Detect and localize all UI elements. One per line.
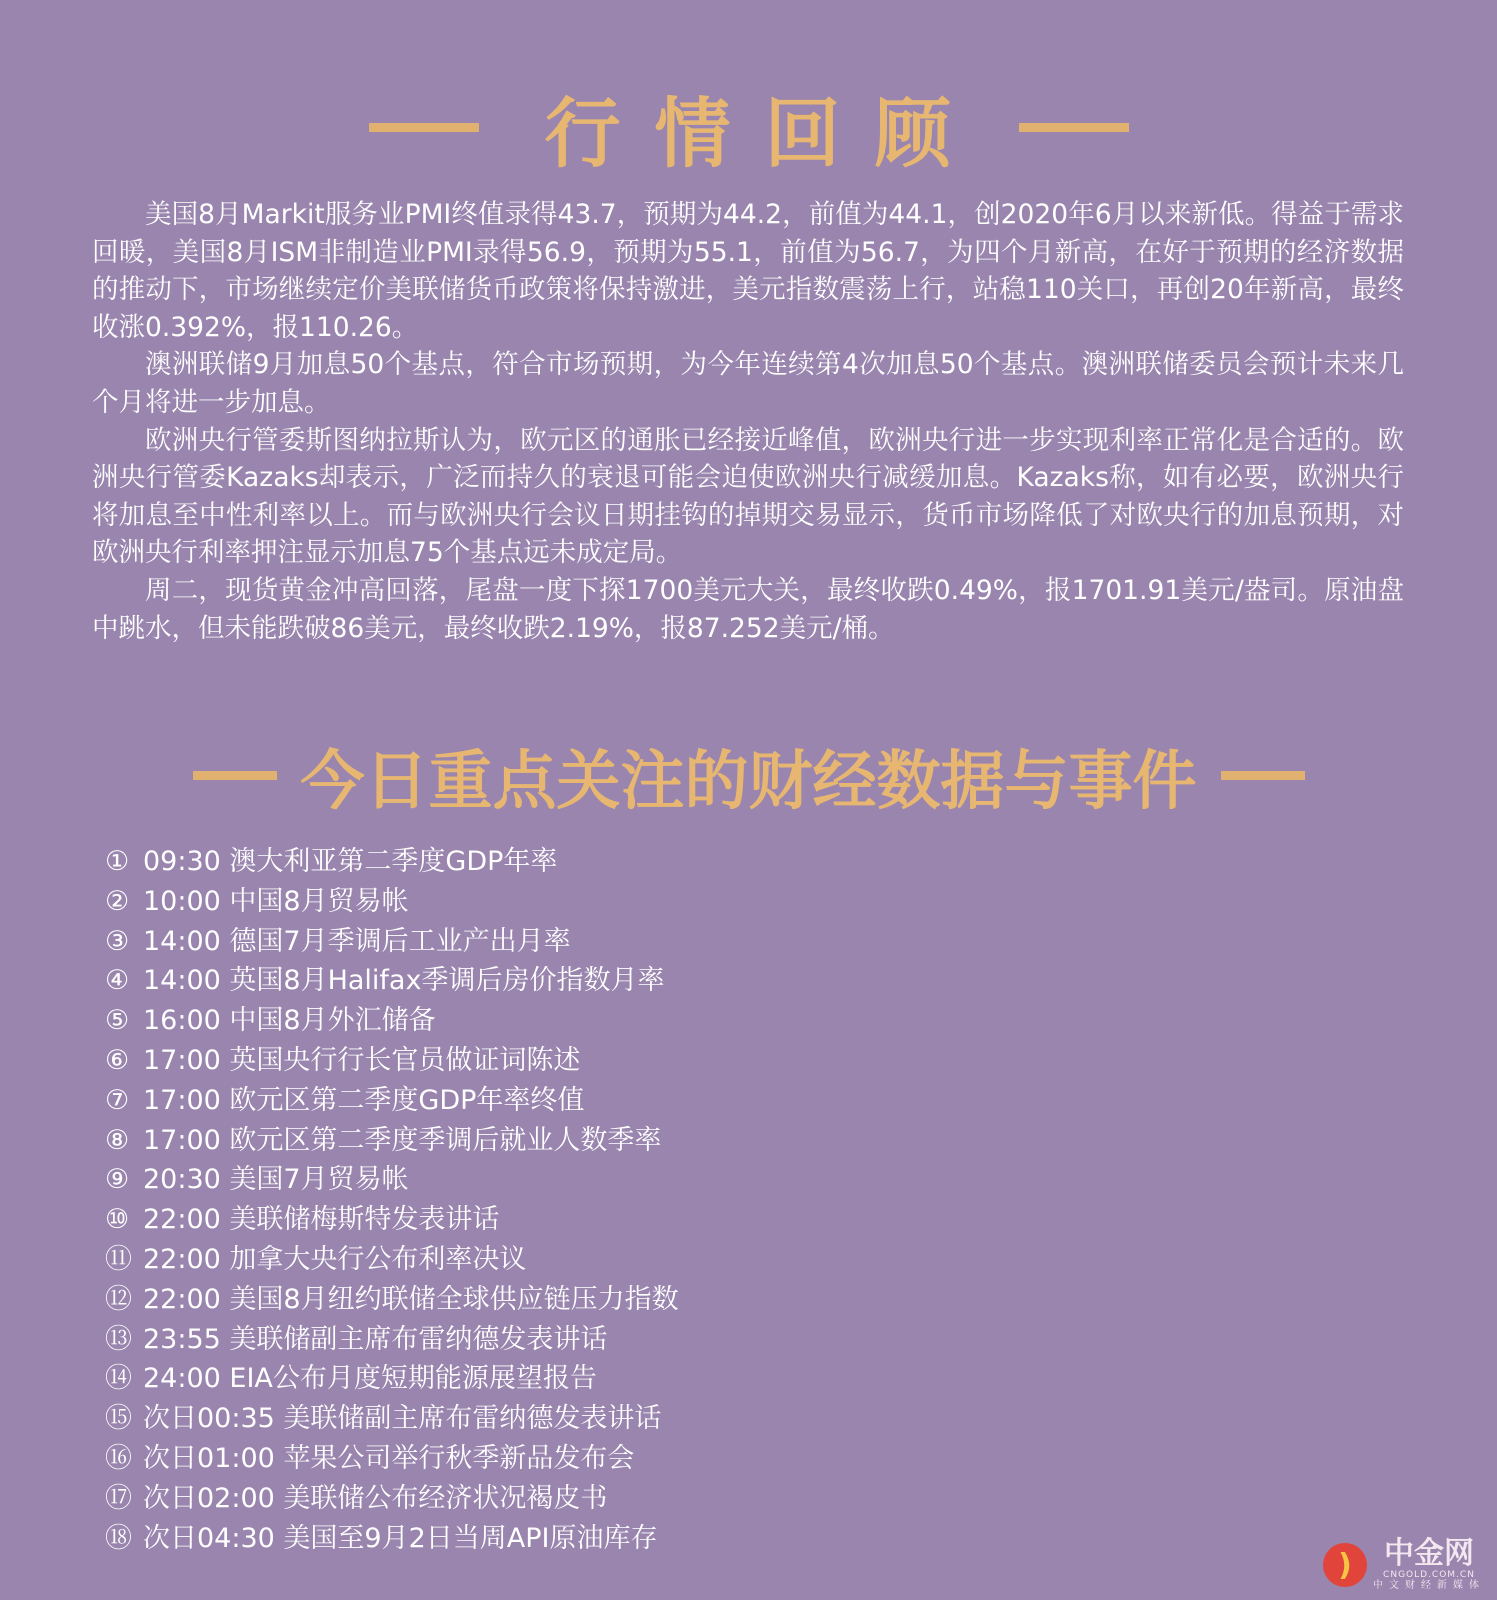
event-text: 16:00 中国8月外汇储备 <box>143 1005 436 1037</box>
event-number: ⑤ <box>105 1005 130 1037</box>
event-number: ⑯ <box>105 1442 132 1474</box>
event-item <box>105 1001 679 1041</box>
event-number: ⑭ <box>105 1363 132 1395</box>
watermark-domain: CNGOLD.COM.CN <box>1383 1570 1475 1580</box>
event-text: 14:00 英国8月Halifax季调后房价指数月率 <box>143 965 665 997</box>
review-paragraph: 澳洲联储9月加息50个基点，符合市场预期，为今年连续第4次加息50个基点。澳洲联储委员会预计未来几个月将进一步加息。 <box>92 349 1404 418</box>
event-text: 09:30 澳大利亚第二季度GDP年率 <box>143 846 558 877</box>
event-item <box>105 882 679 922</box>
heading-left-bar <box>193 771 277 780</box>
event-number: ⑮ <box>105 1403 132 1435</box>
event-text: 24:00 EIA公布月度短期能源展望报告 <box>143 1363 597 1395</box>
cngold-logo-icon: ) <box>1323 1543 1367 1587</box>
event-number: ⑩ <box>105 1204 130 1236</box>
watermark-text <box>1373 1538 1485 1592</box>
event-item <box>105 1399 679 1439</box>
review-paragraph: 周二，现货黄金冲高回落，尾盘一度下探1700美元大关，最终收跌0.49%，报1701.91美元/盎司。原油盘中跳水，但未能跌破86美元，最终收跌2.19%，报87.252美元/桶。 <box>92 574 1404 644</box>
event-text: 17:00 欧元区第二季度GDP年率终值 <box>143 1084 585 1116</box>
event-text: 17:00 英国央行行长官员做证词陈述 <box>143 1044 581 1076</box>
event-item <box>105 1121 679 1161</box>
event-text: 次日01:00 苹果公司举行秋季新品发布会 <box>143 1442 635 1474</box>
event-text: 次日04:30 美国至9月2日当周API原油库存 <box>143 1522 658 1554</box>
event-text: 20:30 美国7月贸易帐 <box>143 1164 409 1196</box>
focus-title: 今日重点关注的财经数据与事件 <box>300 744 1197 819</box>
event-text: 22:00 加拿大央行公布利率决议 <box>143 1243 527 1275</box>
event-item <box>105 961 679 1001</box>
review-paragraph: 欧洲央行管委斯图纳拉斯认为，欧元区的通胀已经接近峰值，欧洲央行进一步实现利率正常化是合适的。欧洲央行管委Kazaks却表示，广泛而持久的衰退可能会迫使欧洲央行减缓加息。Kazaks称，如有必要，欧洲央行将加息至中性利率以上。而与欧洲央行会议日期挂钩的掉期交易显示，货币市场降低了对欧央行的加息预期，对欧洲央行利率押注显示加息75个基点远未成定局。 <box>92 424 1404 569</box>
heading-right-bar <box>1019 123 1129 132</box>
event-number: ⑰ <box>105 1482 132 1514</box>
event-item <box>105 1160 679 1200</box>
event-item <box>105 1280 679 1320</box>
event-number: ④ <box>105 965 130 997</box>
event-number: ⑦ <box>105 1084 130 1116</box>
event-item <box>105 842 679 882</box>
event-number: ⑱ <box>105 1522 132 1554</box>
event-item <box>105 1519 679 1559</box>
event-text: 17:00 欧元区第二季度季调后就业人数季率 <box>143 1124 662 1156</box>
event-number: ③ <box>105 925 130 957</box>
event-item <box>105 1479 679 1519</box>
event-number: ② <box>105 885 130 917</box>
event-item <box>105 1200 679 1240</box>
watermark-tagline: 中文财经新媒体 <box>1373 1580 1485 1591</box>
event-text: 22:00 美联储梅斯特发表讲话 <box>143 1204 500 1236</box>
event-item <box>105 1439 679 1479</box>
event-number: ⑪ <box>105 1243 132 1275</box>
event-text: 23:55 美联储副主席布雷纳德发表讲话 <box>143 1323 608 1355</box>
event-item <box>105 922 679 962</box>
review-heading <box>0 80 1497 178</box>
event-number: ① <box>105 846 130 877</box>
event-number: ⑬ <box>105 1323 132 1355</box>
focus-heading <box>0 728 1497 823</box>
event-list <box>105 842 679 1558</box>
watermark-name: 中金网 <box>1384 1536 1474 1571</box>
event-item <box>105 1359 679 1399</box>
event-text: 次日00:35 美联储副主席布雷纳德发表讲话 <box>143 1403 662 1435</box>
event-number: ⑧ <box>105 1124 130 1156</box>
review-paragraph: 美国8月Markit服务业PMI终值录得43.7，预期为44.2，前值为44.1，创2020年6月以来新低。得益于需求回暖，美国8月ISM非制造业PMI录得56.9，预期为55.1，前值为56.7，为四个月新高，在好于预期的经济数据的推动下，市场继续定价美联储货币政策将保持激进，美元指数震荡上行，站稳110关口，再创20年新高，最终收涨0.392%，报110.26。 <box>92 199 1404 343</box>
event-item <box>105 1081 679 1121</box>
heading-right-bar <box>1221 771 1305 780</box>
review-body <box>92 196 1404 647</box>
event-text: 14:00 德国7月季调后工业产出月率 <box>143 925 571 957</box>
event-item <box>105 1320 679 1360</box>
event-text: 次日02:00 美联储公布经济状况褐皮书 <box>143 1482 608 1514</box>
event-item <box>105 1240 679 1280</box>
event-number: ⑥ <box>105 1044 130 1076</box>
event-item <box>105 1041 679 1081</box>
watermark <box>1323 1538 1485 1592</box>
heading-left-bar <box>369 123 479 132</box>
review-title: 行情回顾 <box>544 89 985 178</box>
event-text: 22:00 美国8月纽约联储全球供应链压力指数 <box>143 1283 679 1315</box>
event-number: ⑨ <box>105 1164 130 1196</box>
event-number: ⑫ <box>105 1283 132 1315</box>
event-text: 10:00 中国8月贸易帐 <box>143 885 409 917</box>
